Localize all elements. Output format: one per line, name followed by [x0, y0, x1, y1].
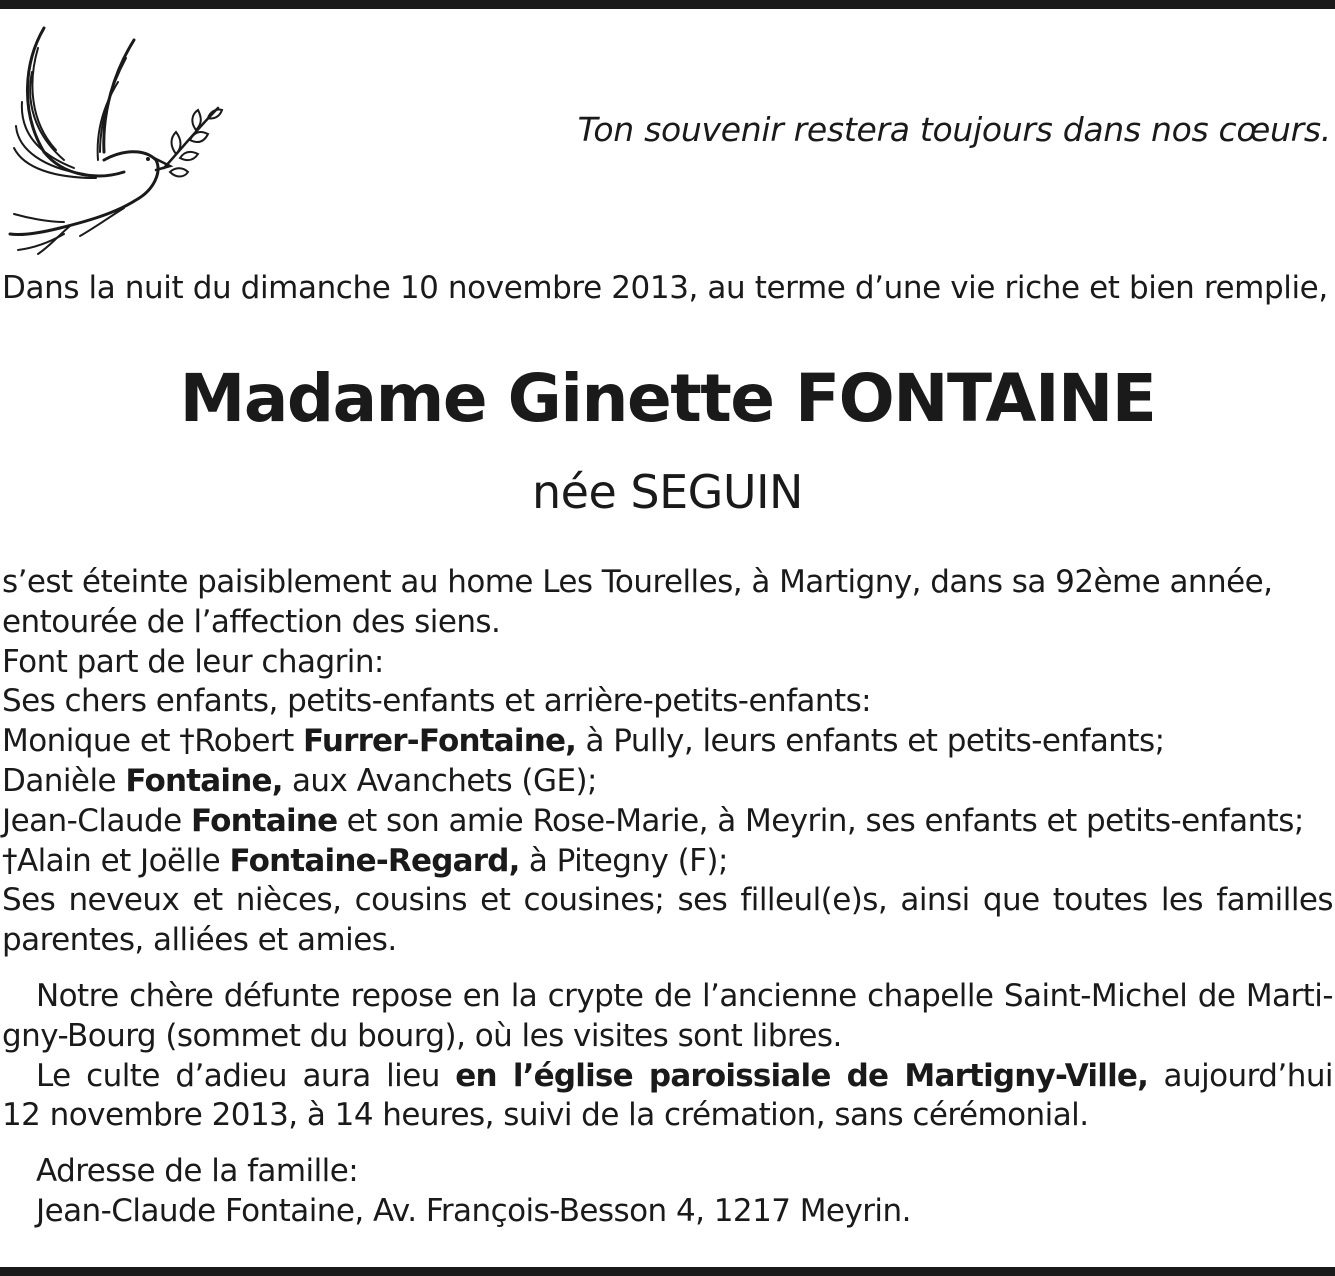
- relatives-line: Ses neveux et nièces, cousins et cousines; ses filleul(e)s, ainsi que toutes les familles: [2, 882, 1333, 919]
- relatives-line: parentes, alliées et amies.: [2, 922, 397, 959]
- dove-with-olive-branch-icon: [4, 22, 224, 257]
- announcement-line: Font part de leur chagrin:: [2, 643, 384, 680]
- family-surname: Fontaine-Regard,: [229, 842, 520, 879]
- family-surname: Furrer-Fontaine,: [302, 723, 577, 760]
- family-surname: Fontaine,: [125, 762, 283, 799]
- top-border: [0, 0, 1335, 9]
- rest-line: Notre chère défunte repose en la crypte de l’ancienne chapelle Saint-Michel de Marti-: [36, 977, 1333, 1014]
- family-member-line: Danièle Fontaine, aux Avanchets (GE);: [2, 762, 597, 799]
- service-location: en l’église paroissiale de Martigny-Ville,: [455, 1057, 1149, 1094]
- address-label: Adresse de la famille:: [36, 1153, 359, 1190]
- address-value: Jean-Claude Fontaine, Av. François-Besson 4, 1217 Meyrin.: [36, 1192, 911, 1229]
- family-member-line: †Alain et Joëlle Fontaine-Regard, à Pitegny (F);: [2, 842, 728, 879]
- epigraph: Ton souvenir restera toujours dans nos cœurs.: [577, 110, 1331, 149]
- family-surname: Fontaine: [190, 802, 338, 839]
- service-line: Le culte d’adieu aura lieu en l’église paroissiale de Martigny-Ville, aujourd’hui: [36, 1057, 1333, 1094]
- maiden-name: née SEGUIN: [532, 465, 803, 519]
- announcement-line: Ses chers enfants, petits-enfants et arrière-petits-enfants:: [2, 683, 872, 720]
- announcement-line: entourée de l’affection des siens.: [2, 603, 501, 640]
- service-line: 12 novembre 2013, à 14 heures, suivi de la crémation, sans cérémonial.: [2, 1097, 1089, 1134]
- bottom-border: [0, 1267, 1335, 1276]
- announcement-body: [2, 563, 1333, 1232]
- announcement-line: s’est éteinte paisiblement au home Les Tourelles, à Martigny, dans sa 92ème année,: [2, 564, 1273, 600]
- family-member-line: Monique et †Robert Furrer-Fontaine, à Pully, leurs enfants et petits-enfants;: [2, 723, 1165, 760]
- family-member-line: Jean-Claude Fontaine et son amie Rose-Marie, à Meyrin, ses enfants et petits-enfants;: [2, 802, 1304, 839]
- rest-line: gny-Bourg (sommet du bourg), où les visites sont libres.: [2, 1017, 842, 1054]
- deceased-name: Madame Ginette FONTAINE: [179, 360, 1156, 437]
- intro-text: Dans la nuit du dimanche 10 novembre 2013, au terme d’une vie riche et bien remplie,: [2, 270, 1328, 306]
